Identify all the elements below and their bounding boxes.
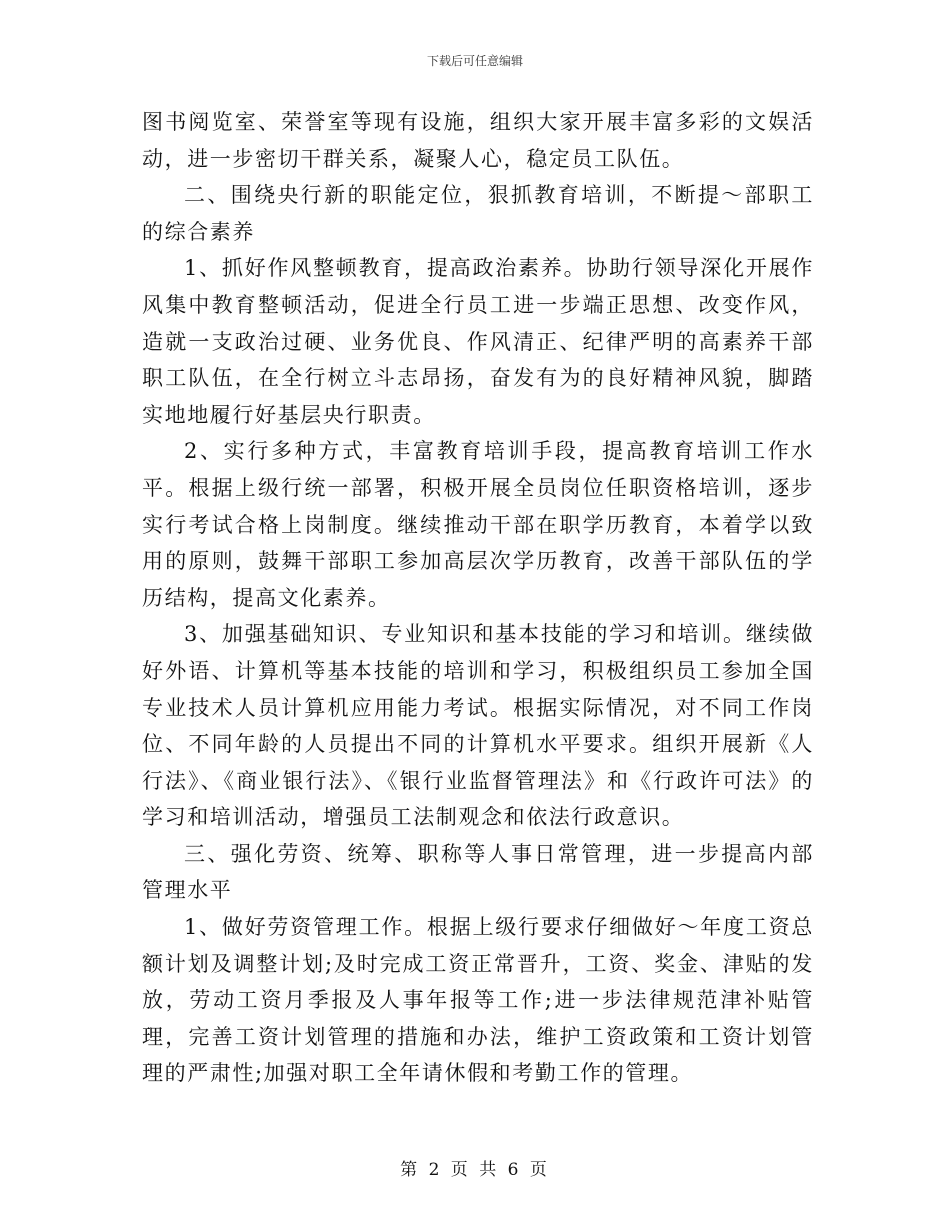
paragraph-2-2: 2、实行多种方式，丰富教育培训手段，提高教育培训工作水平。根据上级行统一部署，积极开展全员岗位任职资格培训，逐步实行考试合格上岗制度。继续推动干部在职学历教育，本着学以致用的原则，鼓舞干部职工参加高层次学历教育，改善干部队伍的学历结构，提高文化素养。 [142, 439, 814, 610]
section-heading-3: 三、强化劳资、统筹、职称等人事日常管理，进一步提高内部管理水平 [142, 841, 814, 903]
page-header-note: 下载后可任意编辑 [426, 54, 523, 68]
paragraph-2-1: 1、抓好作风整顿教育，提高政治素养。协助行领导深化开展作风集中教育整顿活动，促进全行员工进一步端正思想、改变作风，造就一支政治过硬、业务优良、作风清正、纪律严明的高素养干部职工队伍，在全行树立斗志昂扬，奋发有为的良好精神风貌，脚踏实地地履行好基层央行职责。 [142, 256, 814, 427]
section-heading-2: 二、围绕央行新的职能定位，狠抓教育培训，不断提～部职工的综合素养 [142, 183, 814, 244]
document-body [142, 104, 814, 1092]
paragraph-3-1: 1、做好劳资管理工作。根据上级行要求仔细做好～年度工资总额计划及调整计划;及时完成工资正常晋升，工资、奖金、津贴的发放，劳动工资月季报及人事年报等工作;进一步法律规范津补贴管理，完善工资计划管理的措施和办法，维护工资政策和工资计划管理的严肃性;加强对职工全年请休假和考勤工作的管理。 [142, 915, 814, 1086]
paragraph-2-3: 3、加强基础知识、专业知识和基本技能的学习和培训。继续做好外语、计算机等基本技能的培训和学习，积极组织员工参加全国专业技术人员计算机应用能力考试。根据实际情况，对不同工作岗位、不同年龄的人员提出不同的计算机水平要求。组织开展新《人行法》、《商业银行法》、《银行业监督管理法》和《行政许可法》的学习和培训活动，增强员工法制观念和依法行政意识。 [142, 622, 814, 830]
page-number-footer: 第 2 页 共 6 页 [400, 1160, 550, 1180]
paragraph-continuation: 图书阅览室、荣誉室等现有设施，组织大家开展丰富多彩的文娱活动，进一步密切干群关系，凝聚人心，稳定员工队伍。 [142, 110, 814, 171]
